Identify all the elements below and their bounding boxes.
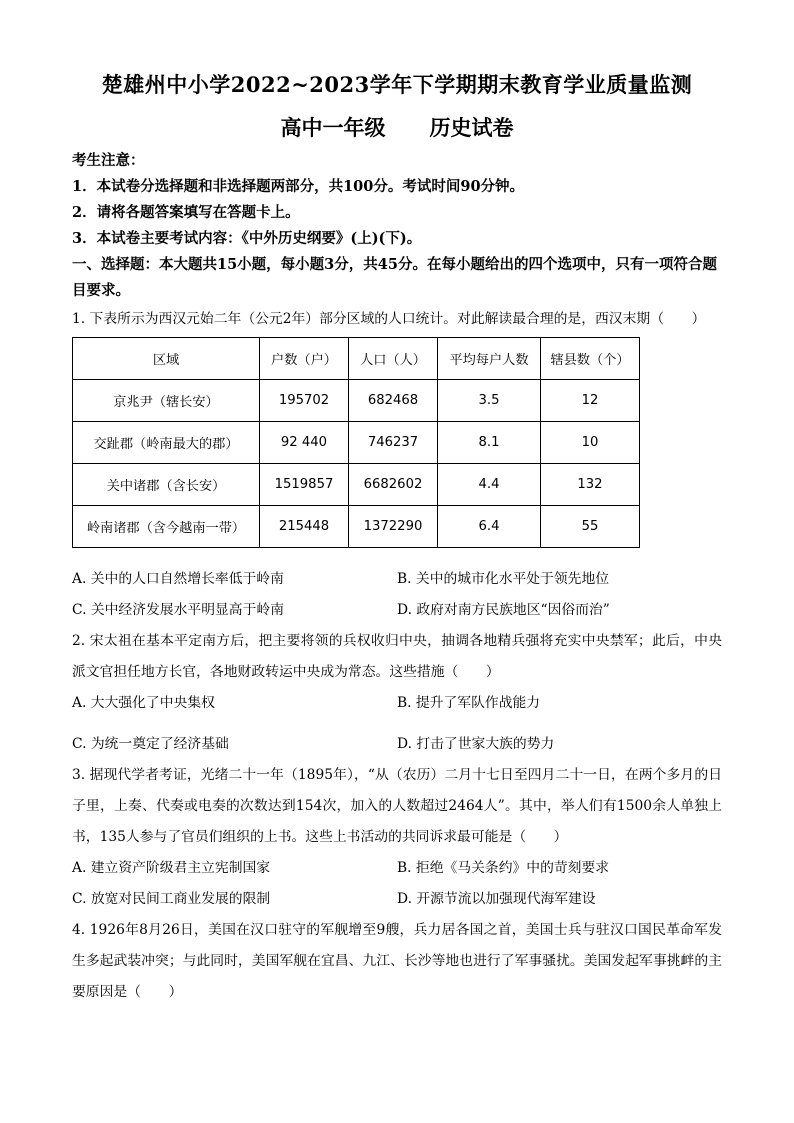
exam-title: 楚雄州中小学2022~2023学年下学期期末教育学业质量监测: [101, 72, 693, 97]
table-cell: 6.4: [438, 506, 541, 548]
table-cell: 4.4: [438, 464, 541, 506]
question-2-stem: 2. 宋太祖在基本平定南方后，把主要将领的兵权收归中央，抽调各地精兵强将充实中央禁军；此后，中央派文官担任地方长官，各地财政转运中央成为常态。这些措施（ ）: [72, 633, 722, 680]
question-3-stem: 3. 据现代学者考证，光绪二十一年（1895年），“从（农历）二月十七日至四月二十一日，在两个多月的日子里，上奏、代奏或电奏的次数达到154次，加入的人数超过2464人”。其中，举人们有1500余人单独上书，135人参与了官员们组织的上书。这些上书活动的共同诉求最可能是（ ）: [72, 767, 722, 845]
subject-label: 历史试卷: [429, 115, 514, 140]
option-c: C. 放宽对民间工商业发展的限制: [72, 891, 271, 907]
table-header-cell: 户数（户）: [260, 338, 349, 380]
exam-subtitle: [72, 108, 722, 148]
table-row: [73, 422, 640, 464]
exam-page: [72, 60, 722, 1008]
table-cell: 关中诸郡（含长安）: [73, 464, 260, 506]
table-cell: 交趾郡（岭南最大的郡）: [73, 422, 260, 464]
table-cell: 8.1: [438, 422, 541, 464]
table-header-cell: 辖县数（个）: [541, 338, 640, 380]
question-1-options: [72, 564, 722, 626]
question-2-options: [72, 688, 722, 760]
population-table: [72, 337, 640, 548]
option-d: D. 政府对南方民族地区“因俗而治”: [397, 602, 610, 618]
notice-item: 3．本试卷主要考试内容：《中外历史纲要》(上)(下)。: [72, 230, 422, 247]
table-cell: 1372290: [349, 506, 438, 548]
table-cell: 1519857: [260, 464, 349, 506]
table-cell: 195702: [260, 380, 349, 422]
table-cell: 10: [541, 422, 640, 464]
question-1-stem: 1. 下表所示为西汉元始二年（公元2年）部分区域的人口统计。对此解读最合理的是，西汉末期（ ）: [72, 311, 706, 327]
option-a: A. 大大强化了中央集权: [72, 695, 215, 711]
table-cell: 55: [541, 506, 640, 548]
notice-item: 2．请将各题答案填写在答题卡上。: [72, 204, 300, 221]
option-c: C. 关中经济发展水平明显高于岭南: [72, 602, 284, 618]
table-cell: 京兆尹（辖长安）: [73, 380, 260, 422]
option-b: B. 关中的城市化水平处于领先地位: [397, 571, 610, 587]
table-cell: 3.5: [438, 380, 541, 422]
notice-block: [72, 148, 722, 304]
option-d: D. 打击了世家大族的势力: [397, 736, 555, 752]
option-d: D. 开源节流以加强现代海军建设: [397, 891, 596, 907]
option-a: A. 建立资产阶级君主立宪制国家: [72, 860, 271, 876]
table-row: [73, 506, 640, 548]
table-cell: 746237: [349, 422, 438, 464]
section-heading: 一、选择题：本大题共15小题，每小题3分，共45分。在每小题给出的四个选项中，只有一项符合题目要求。: [72, 256, 717, 299]
table-header-cell: 区域: [73, 338, 260, 380]
table-cell: 92 440: [260, 422, 349, 464]
table-header-cell: 平均每户人数: [438, 338, 541, 380]
question-3-options: [72, 853, 722, 915]
table-cell: 6682602: [349, 464, 438, 506]
option-a: A. 关中的人口自然增长率低于岭南: [72, 571, 284, 587]
option-b: B. 拒绝《马关条约》中的苛刻要求: [397, 860, 610, 876]
table-cell: 215448: [260, 506, 349, 548]
option-b: B. 提升了军队作战能力: [397, 695, 541, 711]
table-cell: 132: [541, 464, 640, 506]
table-row: [73, 464, 640, 506]
table-header-cell: 人口（人）: [349, 338, 438, 380]
table-cell: 12: [541, 380, 640, 422]
table-cell: 682468: [349, 380, 438, 422]
table-row: [73, 380, 640, 422]
notice-item: 1．本试卷分选择题和非选择题两部分，共100分。考试时间90分钟。: [72, 178, 525, 195]
question-4-stem: 4. 1926年8月26日，美国在汉口驻守的军舰增至9艘，兵力居各国之首，美国士兵与驻汉口国民革命军发生多起武装冲突；与此同时，美国军舰在宜昌、九江、长沙等地也进行了军事骚扰。美国发起军事挑衅的主要原因是（ ）: [72, 922, 722, 1000]
table-cell: 岭南诸郡（含今越南一带）: [73, 506, 260, 548]
notice-heading: 考生注意：: [72, 152, 145, 169]
option-c: C. 为统一奠定了经济基础: [72, 736, 229, 752]
table-header-row: [73, 338, 640, 380]
grade-label: 高中一年级: [280, 115, 386, 140]
